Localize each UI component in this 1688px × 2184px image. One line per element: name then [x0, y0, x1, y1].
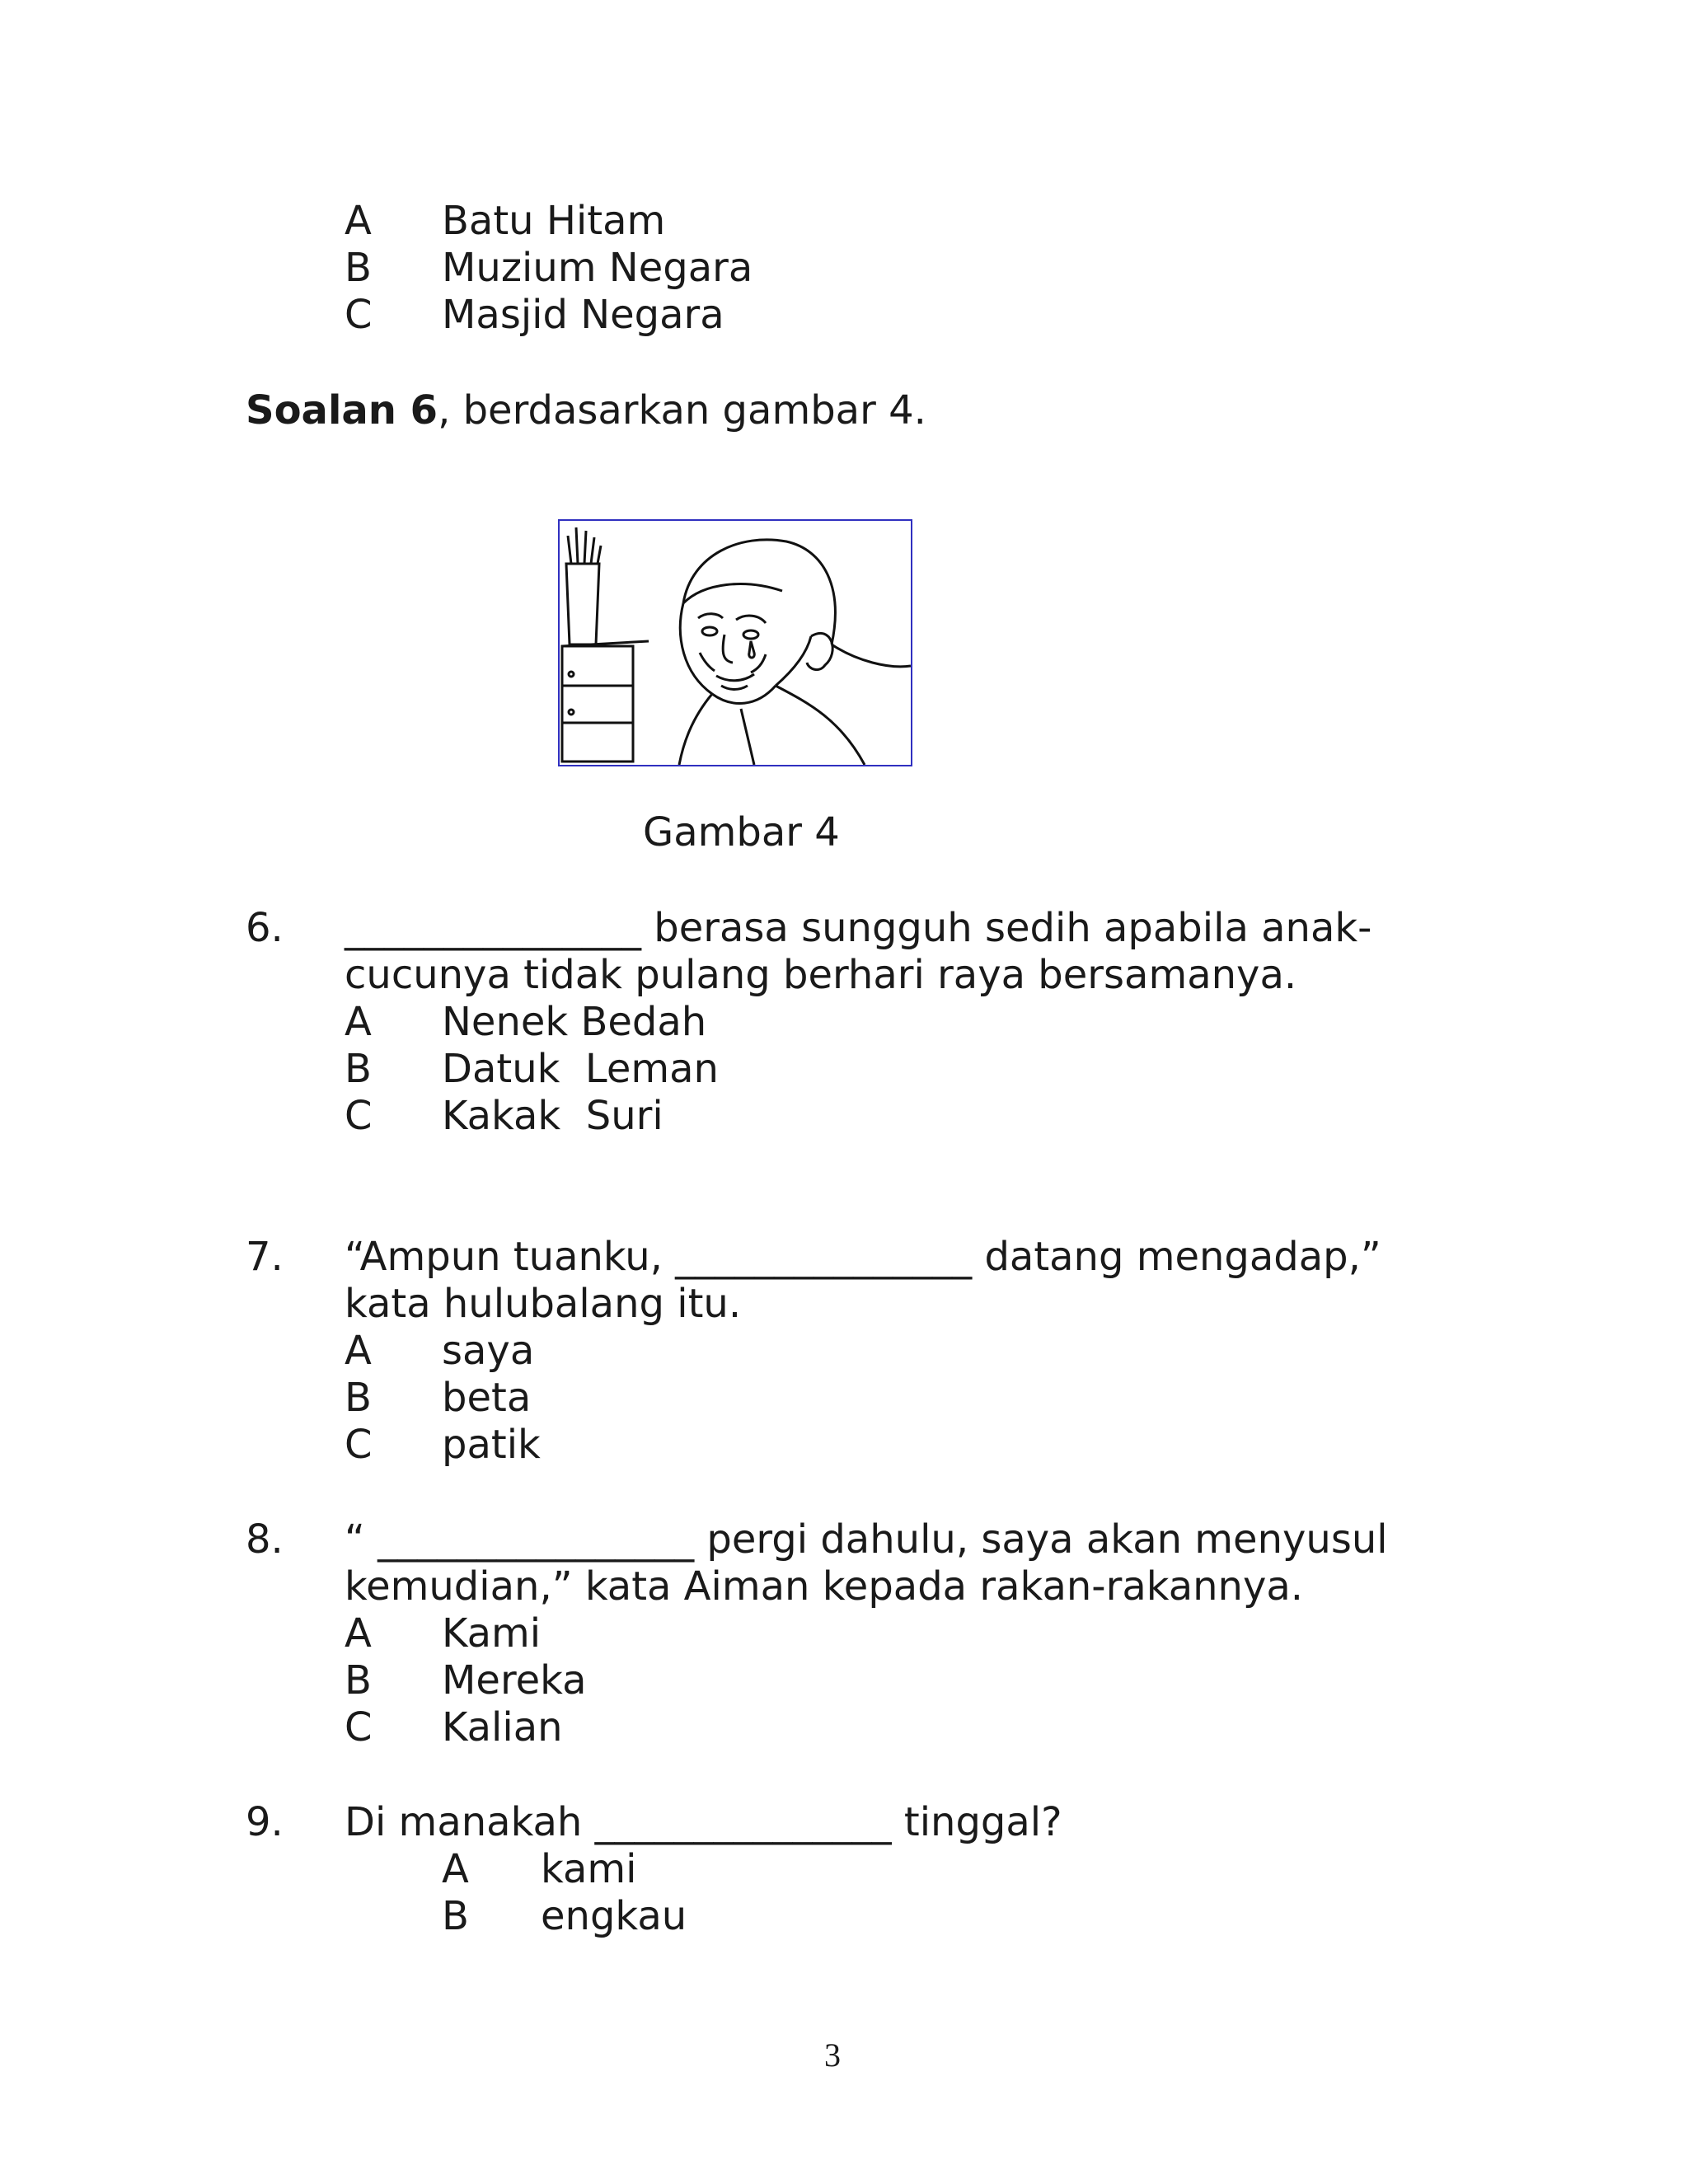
q6-option-a-text: Nenek Bedah	[442, 999, 707, 1045]
q5-option-c-letter: C	[345, 292, 373, 338]
q8-line-1: “ ________________ pergi dahulu, saya akan menyusul	[345, 1516, 1388, 1563]
q8-option-b-text: Mereka	[442, 1657, 587, 1704]
figure-caption: Gambar 4	[643, 809, 840, 855]
q9-number: 9.	[246, 1799, 284, 1845]
q8-option-a-text: Kami	[442, 1610, 542, 1657]
q5-option-b-letter: B	[345, 245, 372, 291]
page-number: 3	[824, 2036, 841, 2074]
q6-option-c-text: Kakak Suri	[442, 1093, 663, 1139]
q9-line-1: Di manakah _______________ tinggal?	[345, 1799, 1062, 1845]
q6-option-b-letter: B	[345, 1046, 372, 1092]
instruction-rest: , berdasarkan gambar 4.	[438, 387, 926, 434]
q6-option-c-letter: C	[345, 1093, 373, 1139]
instruction-bold: Soalan 6	[246, 387, 438, 434]
q7-option-c-text: patik	[442, 1422, 541, 1468]
q6-option-a-letter: A	[345, 999, 372, 1045]
grandmother-crying-drawing	[560, 521, 911, 765]
q8-number: 8.	[246, 1516, 284, 1563]
q6-line-1: _______________ berasa sungguh sedih apabila anak-	[345, 905, 1372, 951]
q6-line-2: cucunya tidak pulang berhari raya bersamanya.	[345, 952, 1297, 998]
q9-option-b-letter: B	[442, 1893, 469, 1939]
q8-option-b-letter: B	[345, 1657, 372, 1704]
q9-option-a-text: kami	[541, 1846, 637, 1892]
q8-line-2: kemudian,” kata Aiman kepada rakan-rakannya.	[345, 1563, 1304, 1610]
q5-option-c-text: Masjid Negara	[442, 292, 724, 338]
q6-option-b-text: Datuk Leman	[442, 1046, 719, 1092]
q7-line-2: kata hulubalang itu.	[345, 1281, 742, 1327]
q7-line-1: “Ampun tuanku, _______________ datang mengadap,”	[345, 1234, 1381, 1280]
q7-option-a-text: saya	[442, 1328, 535, 1374]
q9-option-b-text: engkau	[541, 1893, 687, 1939]
q7-number: 7.	[246, 1234, 284, 1280]
q5-option-b-text: Muzium Negara	[442, 245, 753, 291]
q9-option-a-letter: A	[442, 1846, 469, 1892]
q5-option-a-text: Batu Hitam	[442, 198, 666, 244]
gambar-4-illustration	[558, 519, 912, 766]
q7-option-b-text: beta	[442, 1375, 532, 1421]
q8-option-c-letter: C	[345, 1704, 373, 1750]
q7-option-a-letter: A	[345, 1328, 372, 1374]
q8-option-a-letter: A	[345, 1610, 372, 1657]
q8-option-c-text: Kalian	[442, 1704, 563, 1750]
instruction	[246, 387, 926, 434]
q5-option-a-letter: A	[345, 198, 372, 244]
q7-option-c-letter: C	[345, 1422, 373, 1468]
q6-number: 6.	[246, 905, 284, 951]
q7-option-b-letter: B	[345, 1375, 372, 1421]
